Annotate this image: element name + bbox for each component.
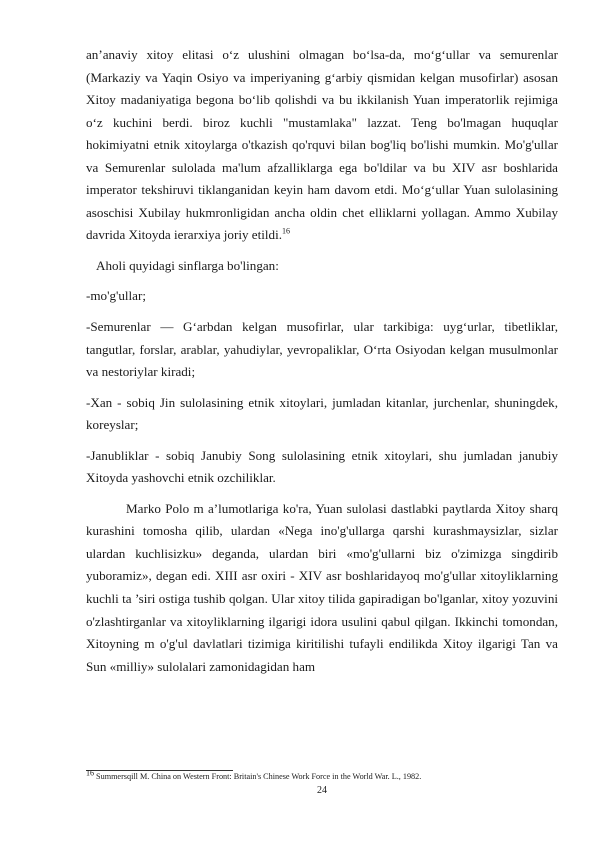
page-number: 24 xyxy=(317,785,327,796)
paragraph-1 xyxy=(86,44,558,247)
paragraph-2: Aholi quyidagi sinflarga bo'lingan: xyxy=(96,257,279,273)
footnote xyxy=(86,768,558,782)
footnote-reference[interactable]: 16 xyxy=(281,227,290,237)
footnote-text: Summersqill M. China on Western Front: Britain's Chinese Work Force in the World War. L., 1982. xyxy=(94,772,422,781)
paragraph-3: -mo'g'ullar; xyxy=(86,288,146,304)
paragraph-1-text: an’anaviy xitoy elitasi o‘z ulushini olmagan bo‘lsa-da, mo‘g‘ullar va semurenlar (Markaziy va Yaqin Osiyo va imperiyaning g‘arbiy qismidan kelgan musofirlar) asosan Xitoy madaniyatiga begona bo‘lib qolishdi va bu ikkilanish Yuan imperatorlik rejimiga o‘z kuchini berdi. biroz kuchli "mustamlaka" lazzat. Teng bo'lmagan huquqlar hokimiyatni etnik xitoylarga o'tkazish qo'rquvi bilan bog'liq bo'lishi mumkin. Mo'g'ullar va Semurenlar sulolada ma'lum afzalliklarga ega bo'ldilar va bu XIV asr boshlarida imperator tekshiruvi tiklanganidan keyin ham davom etdi. Mo‘g‘ullar Yuan sulolasining asoschisi Xubilay hukmronligidan ancha oldin chet elliklarni yollagan. Ammo Xubilay davrida Xitoyda ierarxiya joriy etildi. xyxy=(86,47,558,243)
footnote-mark: 16 xyxy=(86,768,94,778)
page-body xyxy=(86,44,558,678)
paragraph-4: -Semurenlar — G‘arbdan kelgan musofirlar, ular tarkibiga: uyg‘urlar, tibetliklar, tangutlar, forslar, arablar, yahudiylar, yevropaliklar, O‘rta Osiyodan kelgan musulmonlar va nestoriylar kiradi; xyxy=(86,319,558,380)
paragraph-7: Marko Polo m a’lumotlariga ko'ra, Yuan sulolasi dastlabki paytlarda Xitoy sharq kurashini tomosha qilib, ulardan «Nega ino'g'ullarga qarshi kurashmaysizlar, sizlar ulardan kuchlisizku» deganda, ulardan biri «mo'g'ullarni biz o'zimizga singdirib yuboramiz», degan edi. XIII asr oxiri - XIV asr boshlaridayoq mo'g'ullar xitoyliklarning kuchli ta ’siri ostiga tushib qolgan. Ular xitoy tilida gapiradigan bo'lganlar, xitoy yozuvini o'zlashtirganlar va xitoyliklarning ilgarigi idora usulini qabul qilgan. Ikkinchi tomondan, Xitoyning m o'g'ul davlatlari tizimiga kiritilishi tufayli endilikda Xitoy ilgarigi Tan va Sun «milliy» sulolalari zamonidagidan ham xyxy=(86,500,558,674)
paragraph-6: -Janubliklar - sobiq Janubiy Song sulolasining etnik xitoylari, shu jumladan janubiy Xitoyda yashovchi etnik ozchiliklar. xyxy=(86,447,558,486)
paragraph-5: -Xan - sobiq Jin sulolasining etnik xitoylari, jumladan kitanlar, jurchenlar, shuningdek, koreyslar; xyxy=(86,394,558,433)
